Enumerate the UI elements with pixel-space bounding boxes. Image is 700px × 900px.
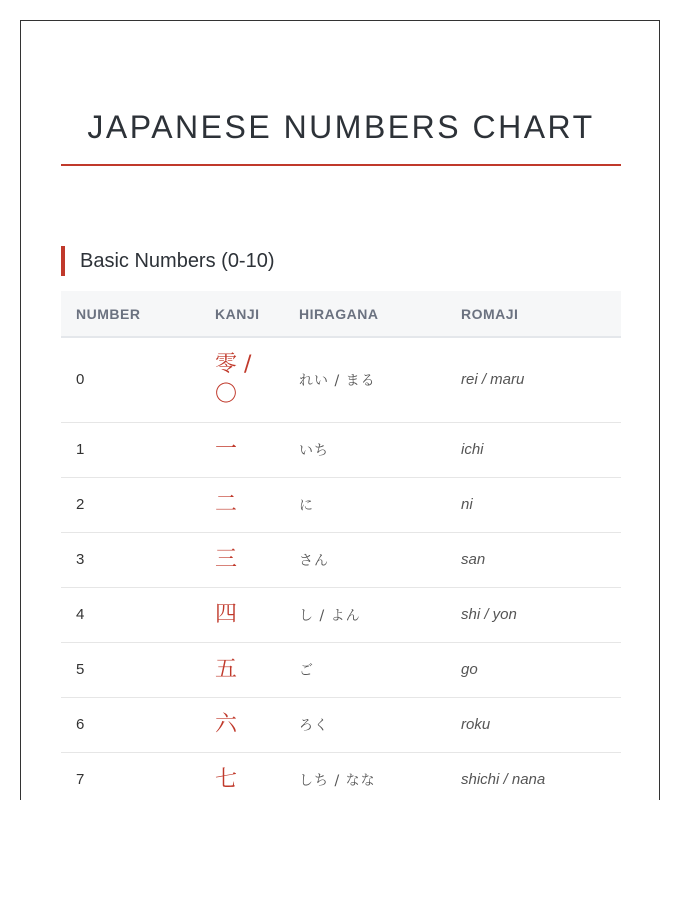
- table-row: [61, 642, 621, 697]
- cell-hiragana: に: [284, 477, 446, 532]
- cell-romaji: rei / maru: [446, 337, 621, 422]
- cell-hiragana: し / よん: [284, 587, 446, 642]
- title-divider: [61, 164, 621, 166]
- cell-kanji: 四: [200, 587, 284, 642]
- cell-number: 2: [61, 477, 200, 532]
- cell-number: 0: [61, 337, 200, 422]
- column-header-number: NUMBER: [61, 291, 200, 337]
- column-header-romaji: ROMAJI: [446, 291, 621, 337]
- table-row: [61, 697, 621, 752]
- cell-hiragana: ご: [284, 642, 446, 697]
- kanji-text: 零 / 〇: [215, 351, 252, 407]
- table-row: [61, 477, 621, 532]
- cell-number: 6: [61, 697, 200, 752]
- cell-hiragana: れい / まる: [284, 337, 446, 422]
- cell-kanji: 二: [200, 477, 284, 532]
- chart-page: [20, 20, 660, 800]
- cell-romaji: roku: [446, 697, 621, 752]
- section-heading: Basic Numbers (0-10): [61, 246, 275, 276]
- cell-number: 3: [61, 532, 200, 587]
- cell-romaji: shi / yon: [446, 587, 621, 642]
- cell-kanji: 三: [200, 532, 284, 587]
- cell-hiragana: しち / なな: [284, 752, 446, 800]
- cell-kanji: 六: [200, 697, 284, 752]
- cell-number: 4: [61, 587, 200, 642]
- cell-hiragana: ろく: [284, 697, 446, 752]
- column-header-hiragana: HIRAGANA: [284, 291, 446, 337]
- table-row: [61, 752, 621, 800]
- cell-kanji: 一: [200, 422, 284, 477]
- table-row: [61, 422, 621, 477]
- cell-romaji: ni: [446, 477, 621, 532]
- cell-number: 7: [61, 752, 200, 800]
- cell-romaji: shichi / nana: [446, 752, 621, 800]
- table-row: [61, 587, 621, 642]
- cell-hiragana: さん: [284, 532, 446, 587]
- cell-romaji: san: [446, 532, 621, 587]
- page-title: JAPANESE NUMBERS CHART: [87, 109, 595, 145]
- cell-kanji: 七: [200, 752, 284, 800]
- cell-number: 1: [61, 422, 200, 477]
- column-header-kanji: KANJI: [200, 291, 284, 337]
- table-row: [61, 337, 621, 422]
- cell-kanji: 五: [200, 642, 284, 697]
- cell-kanji: [200, 337, 284, 422]
- numbers-table: [61, 291, 621, 800]
- cell-romaji: ichi: [446, 422, 621, 477]
- cell-romaji: go: [446, 642, 621, 697]
- cell-hiragana: いち: [284, 422, 446, 477]
- table-header-row: [61, 291, 621, 337]
- table-row: [61, 532, 621, 587]
- cell-number: 5: [61, 642, 200, 697]
